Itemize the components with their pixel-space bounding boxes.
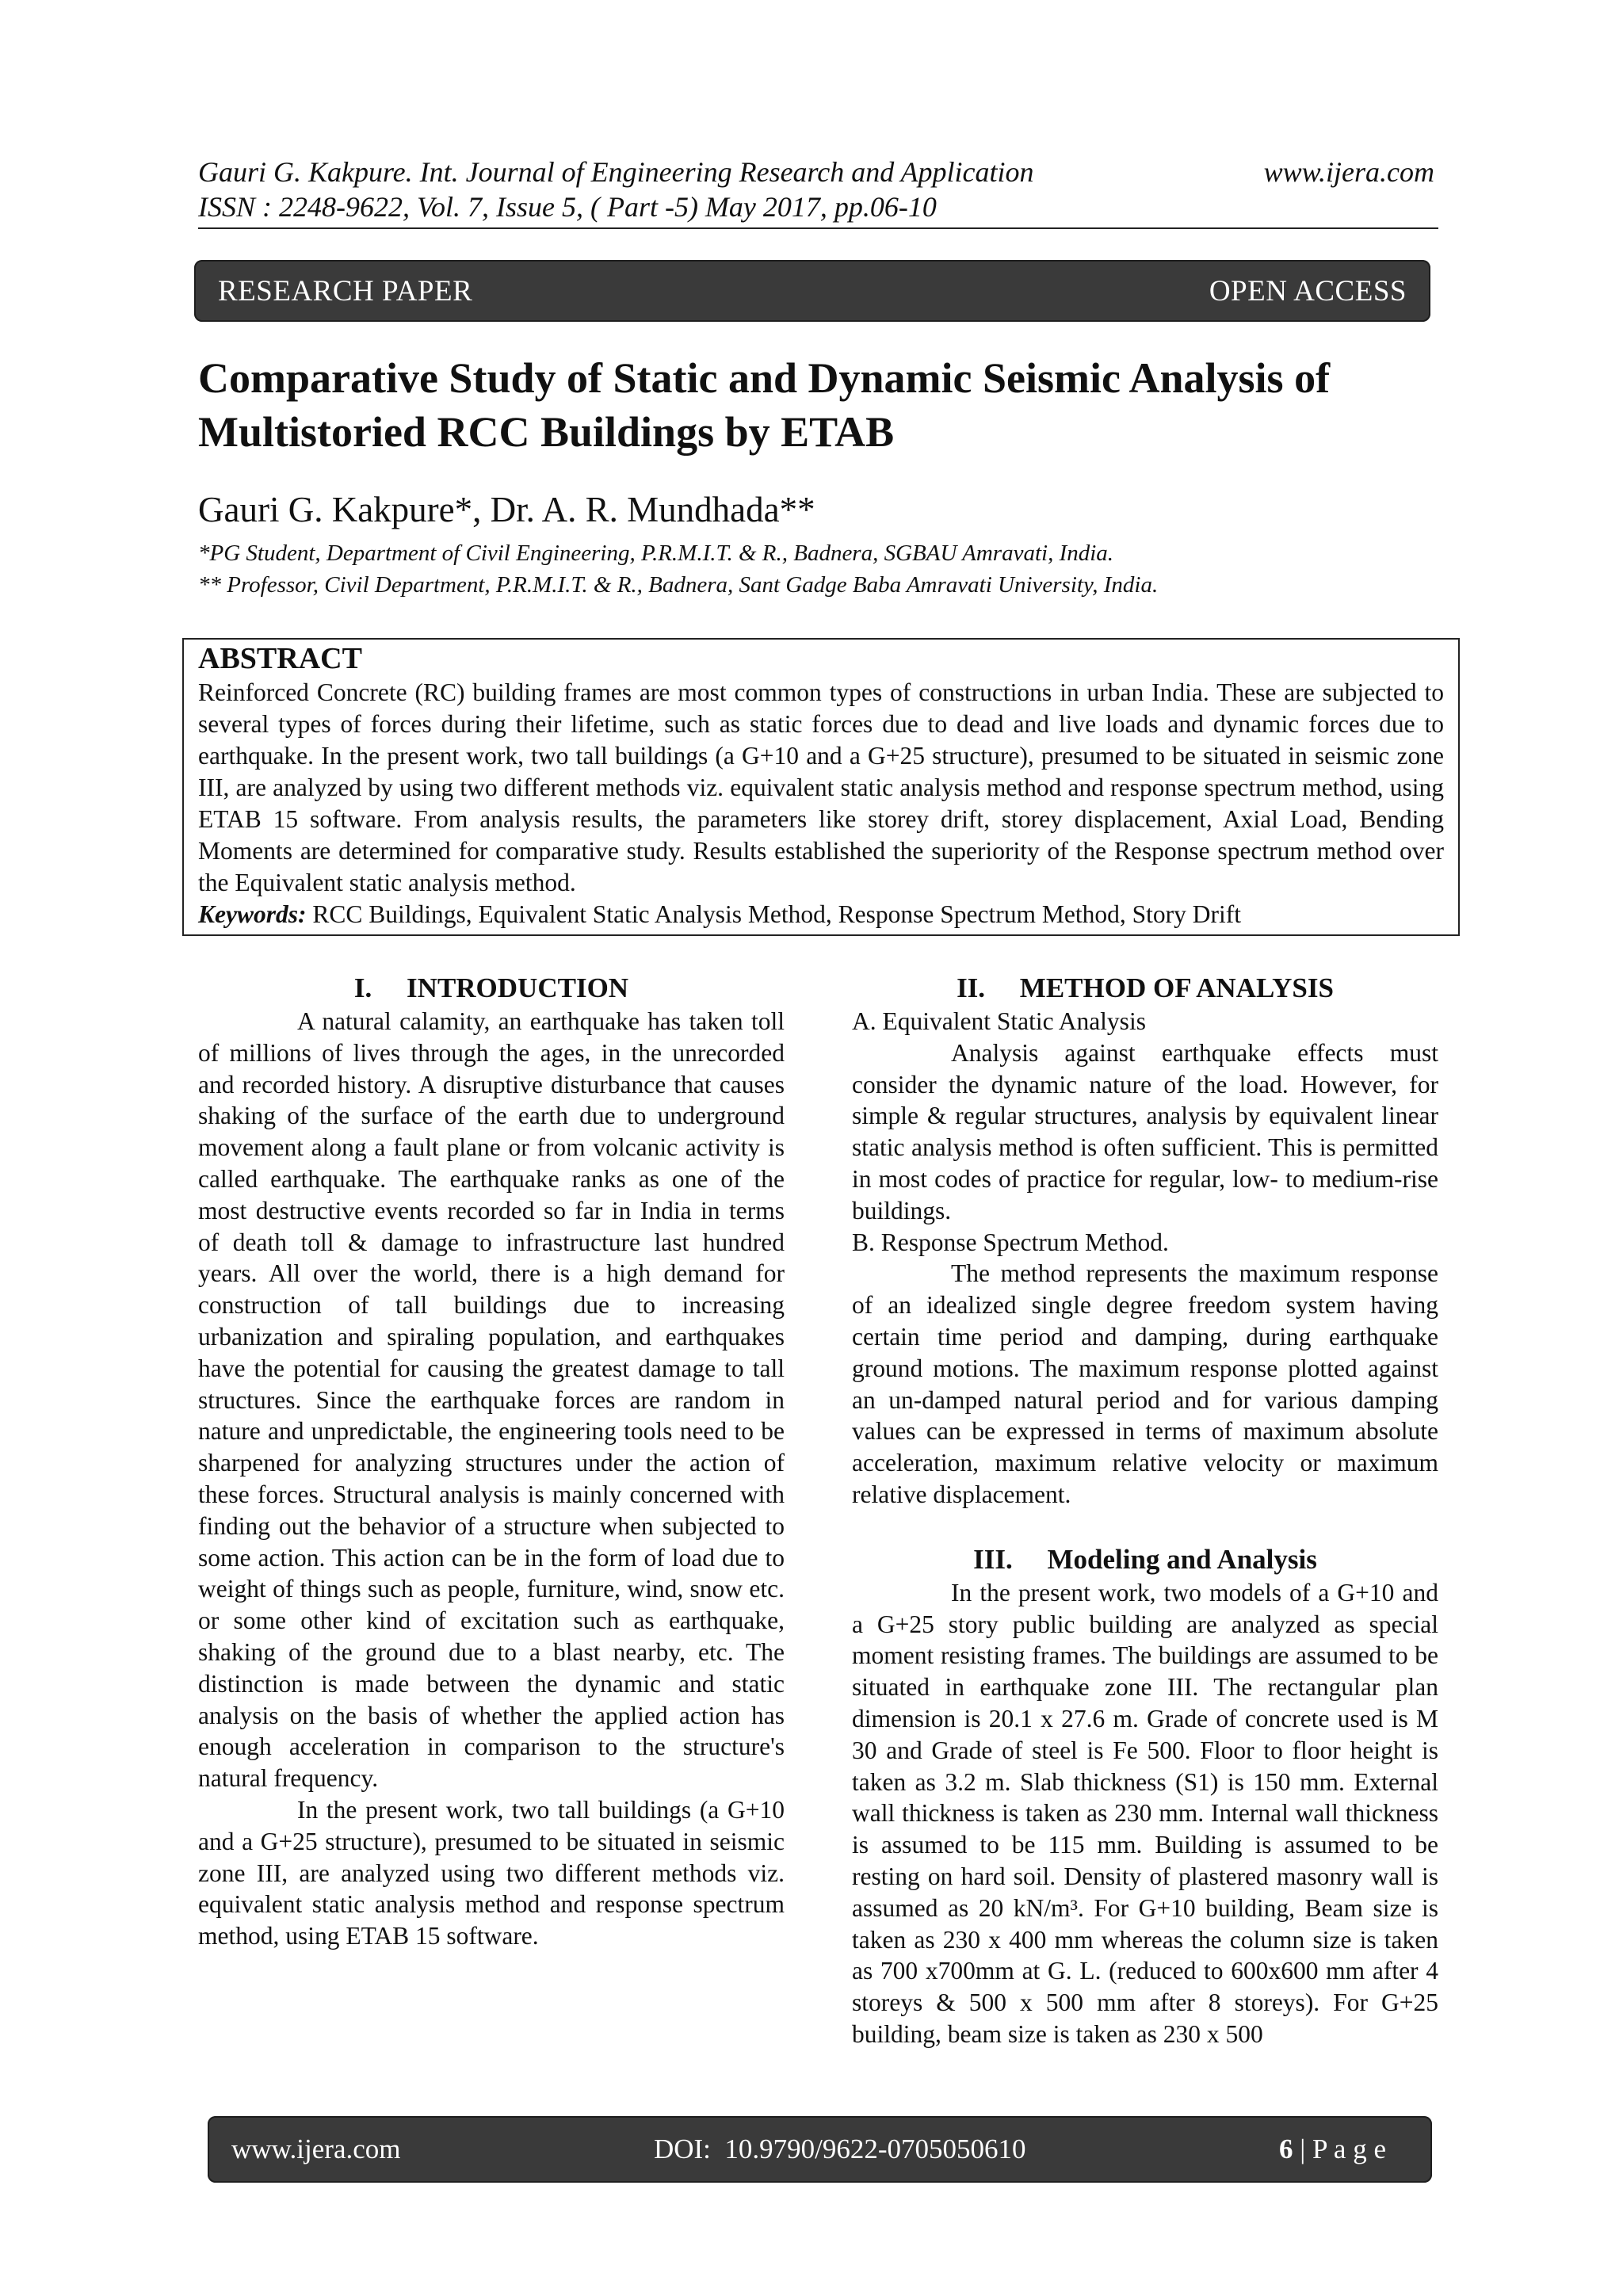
section-spacer xyxy=(852,1511,1438,1542)
paper-type-banner xyxy=(194,260,1430,322)
intro-paragraph-1: A natural calamity, an earthquake has taken toll of millions of lives through the ages, in the unrecorded and recorded history. A disruptive disturbance that causes shaking of the surface of the earth due to underground movement along a fault plane or from volcanic activity is called earthquake. The earthquake ranks as one of the most destructive events recorded so far in India in terms of death toll & damage to infrastructure last hundred years. All over the world, there is a high demand for construction of tall buildings due to increasing urbanization and spiraling population, and earthquakes have the potential for causing the greatest damage to tall structures. Since the earthquake forces are random in nature and unpredictable, the engineering tools need to be sharpened for analyzing structures under the action of these forces. Structural analysis is mainly concerned with finding out the behavior of a structure when subjected to some action. This action can be in the form of load due to weight of things such as people, furniture, wind, snow etc. or some other kind of excitation such as earthquake, shaking of the ground due to a blast nearby, etc. The distinction is made between the dynamic and static analysis on the basis of whether the applied action has enough acceleration in comparison to the structure's natural frequency. xyxy=(198,1007,785,1793)
issn-line: ISSN : 2248-9622, Vol. 7, Issue 5, ( Part -5) May 2017, pp.06-10 xyxy=(198,191,937,223)
affiliations xyxy=(198,537,1434,601)
section-heading-introduction: I. INTRODUCTION xyxy=(353,972,629,1003)
affiliation-1: *PG Student, Department of Civil Engineering, P.R.M.I.T. & R., Badnera, SGBAU Amravati, India. xyxy=(198,541,1114,566)
affiliation-2: ** Professor, Civil Department, P.R.M.I.T. & R., Badnera, Sant Gadge Baba Amravati University, India. xyxy=(198,572,1159,598)
left-column xyxy=(198,971,785,1952)
author-list: Gauri G. Kakpure*, Dr. A. R. Mundhada** xyxy=(198,490,815,529)
method-paragraph-b: The method represents the maximum response of an idealized single degree freedom system having certain time period and damping, during earthquake ground motions. The maximum response plotted against an un-damped natural period and for various damping values can be expressed in terms of maximum absolute acceleration, maximum relative velocity or maximum relative displacement. xyxy=(852,1259,1438,1508)
footer-website[interactable]: www.ijera.com xyxy=(231,2134,401,2164)
journal-citation: Gauri G. Kakpure. Int. Journal of Engineering Research and Application xyxy=(198,156,1034,188)
section-heading-modeling: III. Modeling and Analysis xyxy=(973,1543,1317,1575)
paper-type-label: RESEARCH PAPER xyxy=(218,274,473,308)
abstract xyxy=(198,640,1444,930)
method-paragraph-a: Analysis against earthquake effects must consider the dynamic nature of the load. However, for simple & regular structures, analysis by equivalent linear static analysis method is often sufficient. This is permitted in most codes of practice for regular, low- to medium-rise buildings. xyxy=(852,1038,1438,1224)
keywords-label: Keywords: xyxy=(198,900,307,928)
abstract-body: Reinforced Concrete (RC) building frames are most common types of constructions in urban India. These are subjected to several types of forces during their lifetime, such as static forces due to dead and live loads and dynamic forces due to earthquake. In the present work, two tall buildings (a G+10 and a G+25 structure), presumed to be situated in seismic zone III, are analyzed by using two different methods viz. equivalent static analysis method and response spectrum method, using ETAB 15 software. From analysis results, the parameters like storey drift, storey displacement, Axial Load, Bending Moments are determined for comparative study. Results established the superiority of the Response spectrum method over the Equivalent static analysis method. xyxy=(198,678,1444,896)
title-line-2: Multistoried RCC Buildings by ETAB xyxy=(198,408,895,456)
running-header xyxy=(198,155,1434,224)
section-heading-method: II. METHOD OF ANALYSIS xyxy=(957,972,1334,1003)
journal-website[interactable]: www.ijera.com xyxy=(1263,156,1434,188)
page-number: 6 xyxy=(1279,2134,1293,2164)
right-column xyxy=(852,971,1438,2050)
paper-title xyxy=(198,351,1434,459)
modeling-paragraph-1: In the present work, two models of a G+10 and a G+25 story public building are analyzed as special moment resisting frames. The buildings are assumed to be situated in earthquake zone III. The rectangular plan dimension is 20.1 x 27.6 m. Grade of concrete used is M 30 and Grade of steel is Fe 500. Floor to floor height is taken as 3.2 m. Slab thickness (S1) is 150 mm. External wall thickness is taken as 230 mm. Internal wall thickness is assumed to be 115 mm. Building is assumed to be resting on hard soil. Density of plastered masonry wall is assumed as 20 kN/m³. For G+10 building, Beam size is taken as 230 x 400 mm whereas the column size is taken as 700 x700mm at G. L. (reduced to 600x600 mm after 4 storeys & 500 x 500 mm after 8 storeys). For G+25 building, beam size is taken as 230 x 500 xyxy=(852,1578,1438,2048)
keywords-line xyxy=(198,899,1444,930)
page-footer xyxy=(208,2116,1432,2183)
subsection-response-spectrum: B. Response Spectrum Method. xyxy=(852,1228,1169,1256)
keywords-text: RCC Buildings, Equivalent Static Analysis Method, Response Spectrum Method, Story Drift xyxy=(306,900,1241,928)
page-indicator xyxy=(1279,2134,1386,2165)
open-access-label: OPEN ACCESS xyxy=(1209,274,1407,308)
abstract-heading: ABSTRACT xyxy=(198,642,362,675)
header-rule xyxy=(198,227,1438,229)
subsection-equivalent-static: A. Equivalent Static Analysis xyxy=(852,1007,1146,1035)
page-label: | P a g e xyxy=(1293,2134,1386,2164)
footer-doi[interactable]: DOI: 10.9790/9622-0705050610 xyxy=(653,2134,1026,2164)
title-line-1: Comparative Study of Static and Dynamic Seismic Analysis of xyxy=(198,354,1331,402)
intro-paragraph-2: In the present work, two tall buildings (a G+10 and a G+25 structure), presumed to be situated in seismic zone III, are analyzed using two different methods viz. equivalent static analysis method and response spectrum method, using ETAB 15 software. xyxy=(198,1795,785,1950)
